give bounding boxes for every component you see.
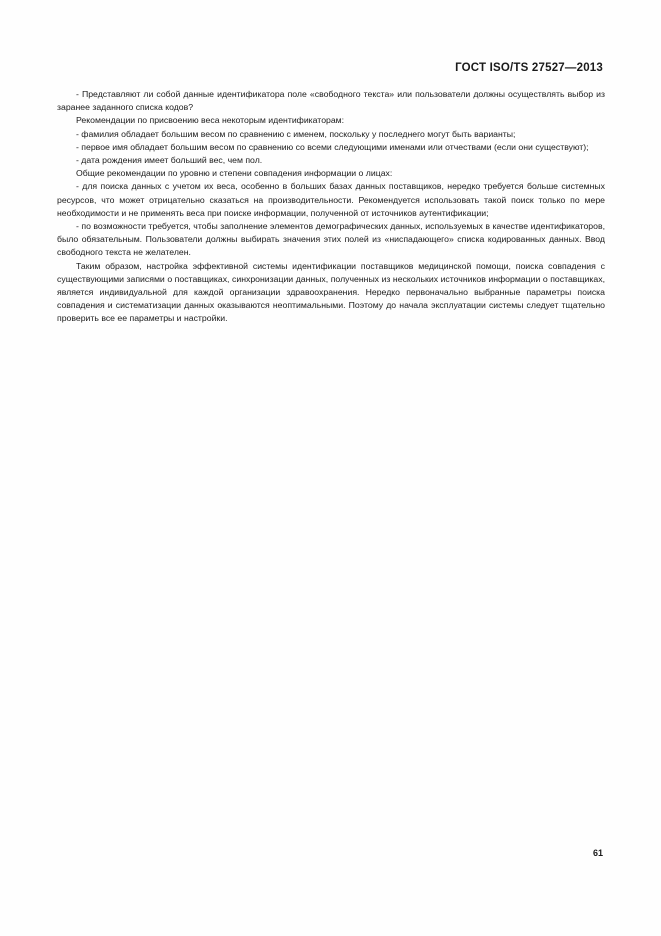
paragraph: Общие рекомендации по уровню и степени совпадения информации о лицах: [76,168,393,179]
paragraph: - для поиска данных с учетом их веса, особенно в больших базах данных поставщиков, нередко требуется больше системных ресурсов, что может отрицательно сказаться на производительности. Рекомендуется использовать такой поиск только по мере необходимости и не применять веса при поиске информации, полученной от источников аутентификации; [57,181,605,218]
paragraph: - Представляют ли собой данные идентификатора поле «свободного текста» или пользователи должны осуществлять выбор из заранее заданного списка кодов? [57,89,605,113]
paragraph: - по возможности требуется, чтобы заполнение элементов демографических данных, используемых в качестве идентификаторов, было обязательным. Пользователи должны выбирать значения этих полей из «ниспадающего» списка кодированных данных. Ввод свободного текста не желателен. [57,221,605,258]
paragraph: - дата рождения имеет больший вес, чем пол. [76,155,263,166]
page-header-standard-number: ГОСТ ISO/TS 27527—2013 [455,62,603,74]
paragraph: Таким образом, настройка эффективной системы идентификации поставщиков медицинской помощи, поиска совпадения с существующими записями о поставщиках, синхронизации данных, полученных из нескольких источников информации о поставщиках, является индивидуальной для каждой организации здравоохранения. Нередко первоначально выбранные параметры поиска совпадения и систематизации данных оказываются неоптимальными. Поэтому до начала эксплуатации системы следует тщательно проверить все ее параметры и настройки. [57,260,605,324]
paragraph: Рекомендации по присвоению веса некоторым идентификаторам: [76,115,345,126]
paragraph: - фамилия обладает большим весом по сравнению с именем, поскольку у последнего могут быть варианты; [76,128,516,139]
page-number: 61 [592,848,603,858]
paragraph: - первое имя обладает большим весом по сравнению со всеми следующими именами или отчествами (если они существуют); [76,141,589,152]
document-body [57,88,605,326]
